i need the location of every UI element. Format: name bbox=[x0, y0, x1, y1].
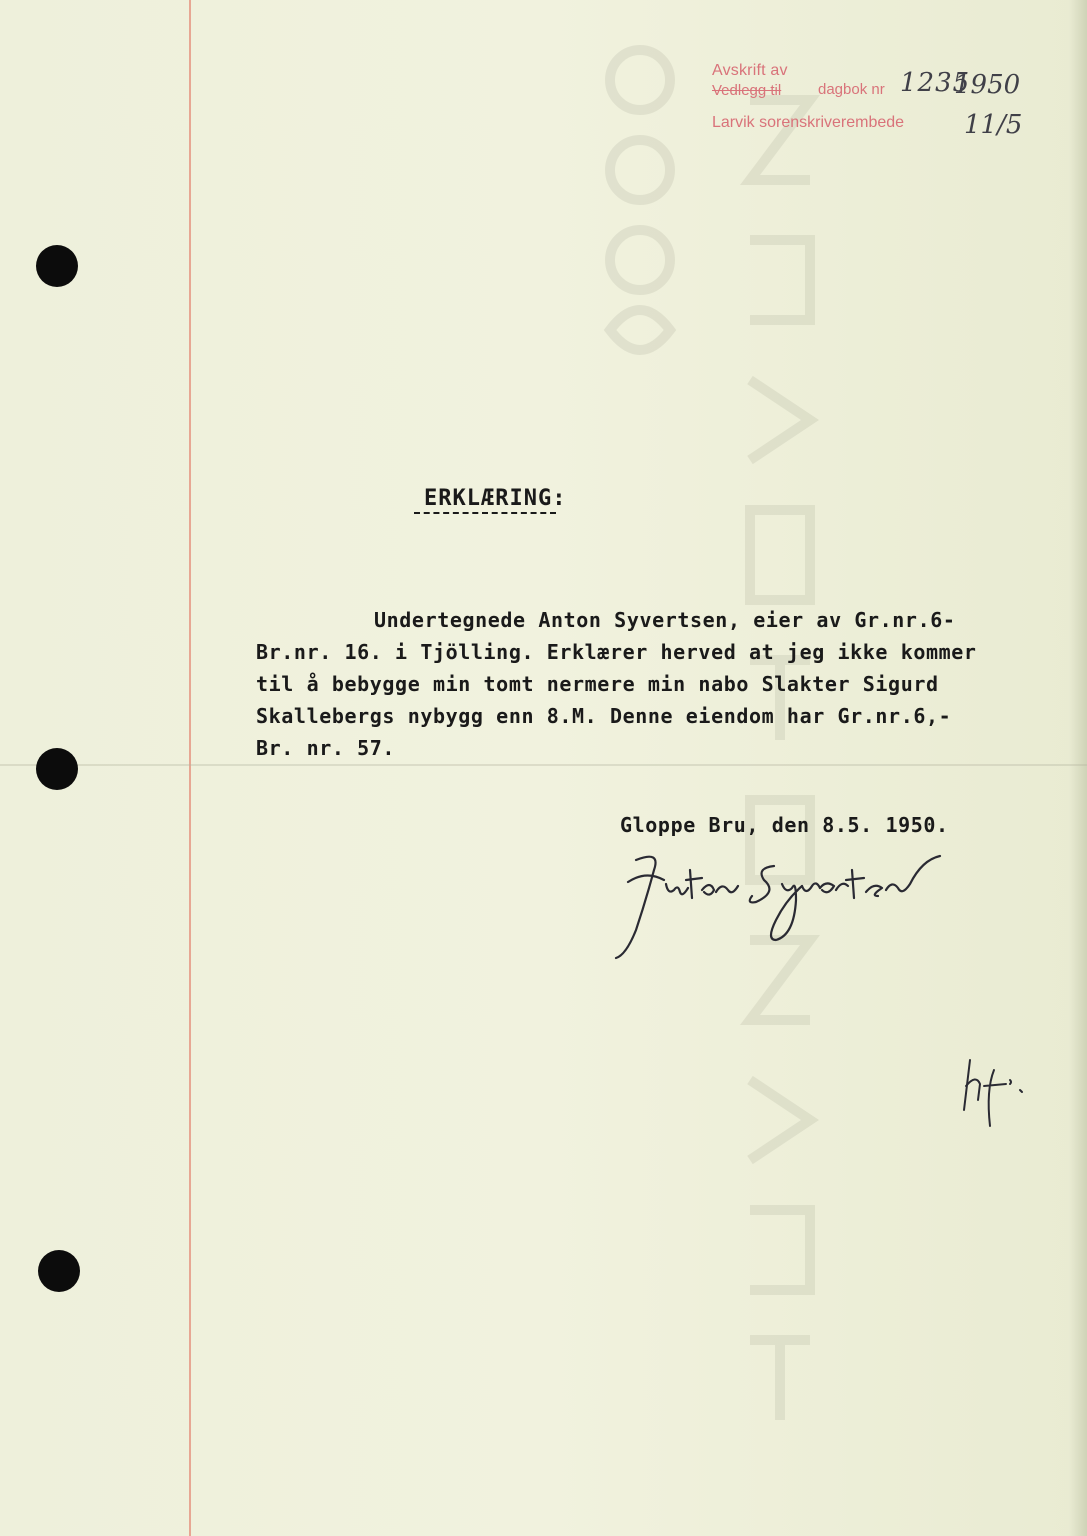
handwritten-year: 1950 bbox=[954, 70, 1021, 100]
registration-stamp bbox=[712, 62, 1042, 152]
body-line-3: til å bebygge min tomt nermere min nabo Slakter Sigurd bbox=[256, 672, 939, 696]
stamp-office: Larvik sorenskriverembede bbox=[712, 114, 905, 131]
page-edge-shadow bbox=[1069, 0, 1087, 1536]
stamp-line-avskrift: Avskrift av bbox=[712, 62, 788, 79]
handwritten-date: 11/5 bbox=[964, 110, 1023, 140]
body-line-4: Skallebergs nybygg enn 8.M. Denne eiendom har Gr.nr.6,- bbox=[256, 704, 952, 728]
place-and-date: Gloppe Bru, den 8.5. 1950. bbox=[620, 813, 949, 837]
body-line-1: Undertegnede Anton Syvertsen, eier av Gr.nr.6- bbox=[374, 608, 956, 632]
body-line-5: Br. nr. 57. bbox=[256, 736, 396, 760]
stamp-line-vedlegg: Vedlegg til bbox=[712, 82, 782, 99]
body-line-2: Br.nr. 16. i Tjölling. Erklærer herved at jeg ikke kommer bbox=[256, 640, 977, 664]
margin-rule bbox=[189, 0, 191, 1536]
clerk-initials bbox=[950, 1050, 1040, 1140]
punch-hole-top bbox=[36, 245, 78, 287]
punch-hole-bottom bbox=[38, 1250, 80, 1292]
fold-line bbox=[0, 764, 1087, 766]
heading-underline bbox=[414, 512, 556, 514]
punch-hole-middle bbox=[36, 748, 78, 790]
handwritten-journal-number: 1235 bbox=[900, 68, 971, 98]
document-heading: ERKLÆRING: bbox=[424, 486, 567, 511]
signature bbox=[606, 840, 956, 970]
watermark-pattern bbox=[580, 40, 840, 1440]
stamp-dagbok-label: dagbok nr bbox=[818, 81, 885, 98]
